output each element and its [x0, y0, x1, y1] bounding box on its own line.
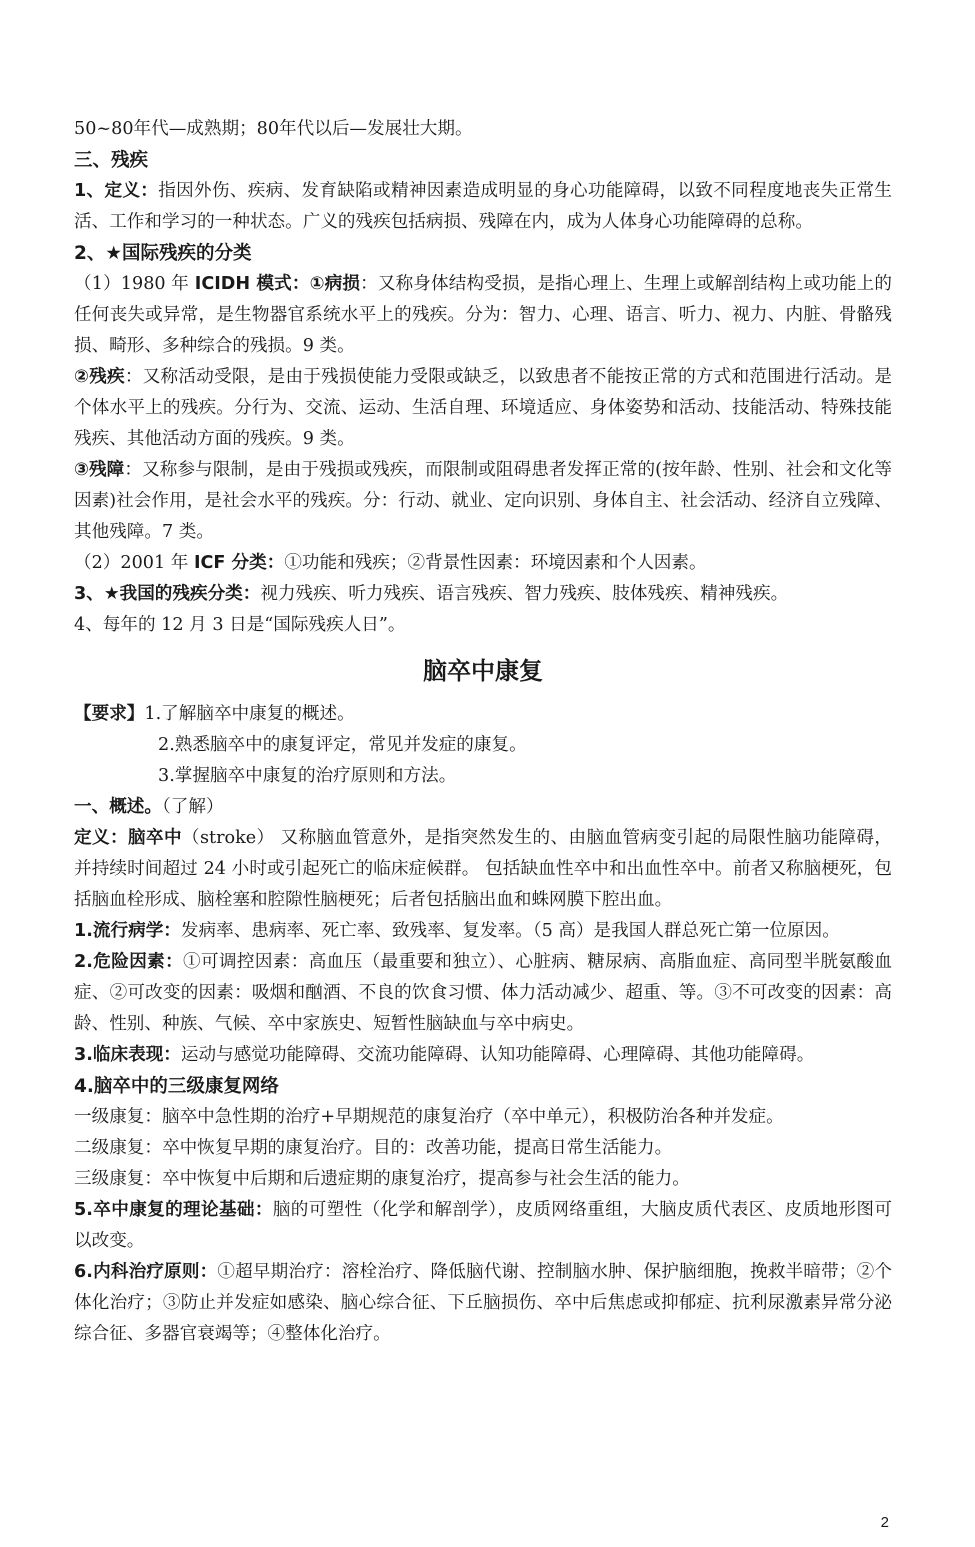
icf-prefix: （2）2001 年: [74, 553, 194, 573]
icidh-text: ：又称身体结构受损，是指心理上、生理上或解剖结构上或功能上的任何丧失或异常，是生物器官系统水平上的残疾。分为：智力、心理、语言、听力、视力、内脏、骨骼残损、畸形、多种综合的残损。9 类。: [74, 274, 892, 356]
network-heading: 4.脑卒中的三级康复网络: [74, 1076, 279, 1097]
epidemiology-label: 1.流行病学：: [74, 921, 181, 941]
china-classification-text: 视力残疾、听力残疾、语言残疾、智力残疾、肢体残疾、精神残疾。: [260, 584, 789, 604]
network-item: 二级康复：卒中恢复早期的康复治疗。目的：改善功能，提高日常生活能力。: [74, 1138, 673, 1158]
definition-paragraph: [74, 176, 892, 238]
risk-factors-label: 2.危险因素：: [74, 952, 184, 972]
overview-heading-line: [74, 792, 892, 823]
requirement-label: 【要求】: [74, 704, 145, 724]
section-heading-disability: 三、残疾: [74, 150, 149, 171]
requirement-item: 1.了解脑卒中康复的概述。: [144, 704, 355, 724]
stroke-definition-text: （stroke） 又称脑血管意外，是指突然发生的、由脑血管病变引起的局限性脑功能障碍，并持续时间超过 24 小时或引起死亡的临床症候群。 包括缺血性卒中和出血性卒中。前者又称脑梗死，包括脑血栓形成、脑栓塞和腔隙性脑梗死；后者包括脑出血和蛛网膜下腔出血。: [74, 828, 892, 910]
icf-paragraph: [74, 548, 892, 579]
icf-label: ICF 分类：: [193, 553, 285, 573]
icidh-prefix: （1）1980 年: [74, 274, 195, 294]
requirement-line-1: [74, 699, 892, 730]
disability-paragraph: [74, 362, 892, 455]
icidh-label: ICIDH 模式：①病损: [194, 274, 361, 294]
theory-paragraph: [74, 1195, 892, 1257]
icf-text: ①功能和残疾；②背景性因素：环境因素和个人因素。: [284, 553, 707, 573]
clinical-text: 运动与感觉功能障碍、交流功能障碍、认知功能障碍、心理障碍、其他功能障碍。: [180, 1045, 815, 1065]
disability-day-line: 4、每年的 12 月 3 日是“国际残疾人日”。: [74, 615, 406, 635]
medical-treatment-paragraph: [74, 1257, 892, 1350]
intl-classification-heading: 2、★国际残疾的分类: [74, 243, 252, 264]
stroke-definition-label: 定义：脑卒中: [74, 828, 182, 848]
overview-note: （了解）: [161, 797, 224, 817]
definition-label: 1、定义：: [74, 181, 159, 201]
document-page: [74, 114, 892, 1350]
page-number: 2: [880, 1514, 889, 1531]
handicap-text: ：又称参与限制，是由于残损或残疾，而限制或阻碍患者发挥正常的(按年龄、性别、社会和文化等因素)社会作用，是社会水平的残疾。分：行动、就业、定向识别、身体自主、社会活动、经济自立残障、其他残障。7 类。: [74, 460, 892, 542]
risk-factors-paragraph: [74, 947, 892, 1040]
handicap-label: ③残障: [74, 460, 125, 480]
requirement-item: 2.熟悉脑卒中的康复评定，常见并发症的康复。: [158, 735, 527, 755]
stroke-title: 脑卒中康复: [423, 657, 543, 685]
clinical-label: 3.临床表现：: [74, 1045, 181, 1065]
risk-factors-text: ①可调控因素：高血压（最重要和独立）、心脏病、糖尿病、高脂血症、高同型半胱氨酸血症、②可改变的因素：吸烟和酗酒、不良的饮食习惯、体力活动减少、超重、等。③不可改变的因素：高龄、性别、种族、气候、卒中家族史、短暂性脑缺血与卒中病史。: [74, 952, 892, 1034]
network-item: 一级康复：脑卒中急性期的治疗+早期规范的康复治疗（卒中单元），积极防治各种并发症。: [74, 1107, 784, 1127]
disability-text: ：又称活动受限，是由于残损使能力受限或缺乏，以致患者不能按正常的方式和范围进行活动。是个体水平上的残疾。分行为、交流、运动、生活自理、环境适应、身体姿势和活动、技能活动、特殊技能残疾、其他活动方面的残疾。9 类。: [74, 367, 892, 449]
china-classification-paragraph: [74, 579, 892, 610]
medical-treatment-text: ①超早期治疗：溶栓治疗、降低脑代谢、控制脑水肿、保护脑细胞，挽救半暗带；②个体化治疗；③防止并发症如感染、脑心综合征、下丘脑损伤、卒中后焦虑或抑郁症、抗利尿激素异常分泌综合征、多器官衰竭等；④整体化治疗。: [74, 1262, 892, 1344]
icidh-paragraph: [74, 269, 892, 362]
medical-treatment-label: 6.内科治疗原则：: [74, 1262, 218, 1282]
disability-label: ②残疾: [74, 367, 125, 387]
requirement-item: 3.掌握脑卒中康复的治疗原则和方法。: [158, 766, 457, 786]
epidemiology-text: 发病率、患病率、死亡率、致残率、复发率。（5 高）是我国人群总死亡第一位原因。: [180, 921, 840, 941]
clinical-paragraph: [74, 1040, 892, 1071]
stroke-definition-paragraph: [74, 823, 892, 916]
handicap-paragraph: [74, 455, 892, 548]
theory-label: 5.卒中康复的理论基础：: [74, 1200, 273, 1220]
network-item: 三级康复：卒中恢复中后期和后遗症期的康复治疗，提高参与社会生活的能力。: [74, 1169, 690, 1189]
definition-text: 指因外伤、疾病、发育缺陷或精神因素造成明显的身心功能障碍，以致不同程度地丧失正常生活、工作和学习的一种状态。广义的残疾包括病损、残障在内，成为人体身心功能障碍的总称。: [74, 181, 892, 232]
china-classification-label: 3、★我国的残疾分类：: [74, 584, 261, 604]
epidemiology-paragraph: [74, 916, 892, 947]
overview-heading: 一、概述。: [74, 797, 162, 817]
theory-text: 脑的可塑性（化学和解剖学），皮质网络重组，大脑皮质代表区、皮质地形图可以改变。: [74, 1200, 892, 1251]
intro-line: 50~80年代—成熟期；80年代以后—发展壮大期。: [74, 119, 473, 139]
